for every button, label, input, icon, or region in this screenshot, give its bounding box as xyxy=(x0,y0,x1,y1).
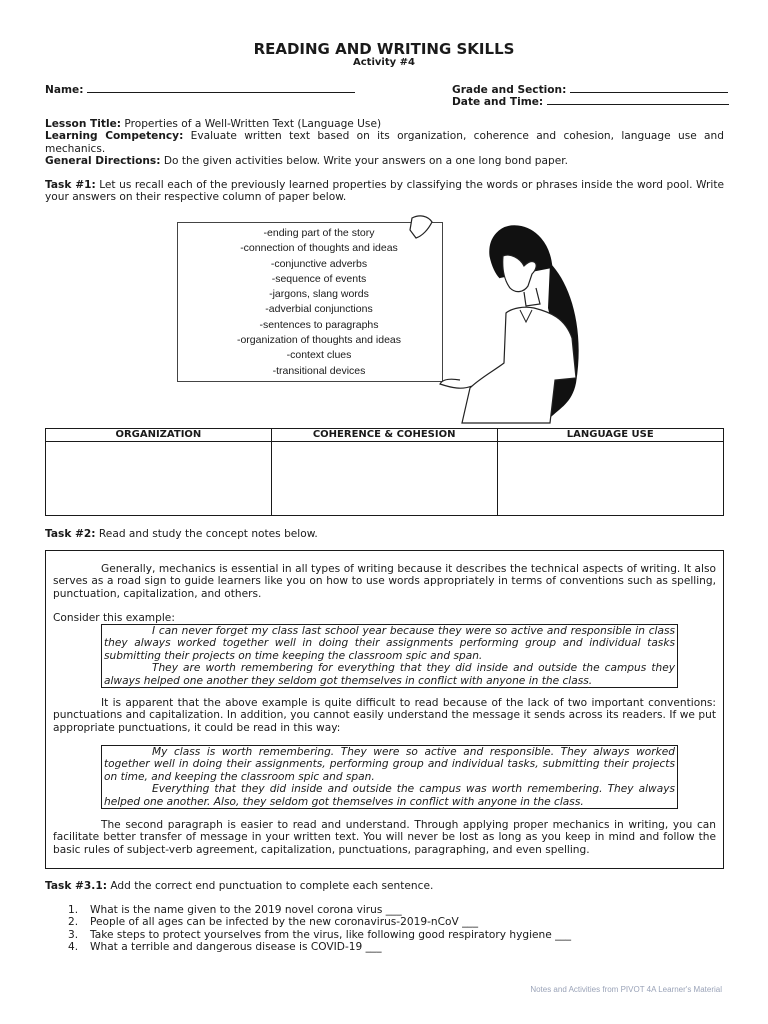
list-item: 3. Take steps to protect yourselves from the virus, like following good respiratory hygiene ___ xyxy=(68,928,572,941)
page-title: READING AND WRITING SKILLS xyxy=(253,40,515,58)
answer-cell-language-use[interactable] xyxy=(497,442,723,516)
list-item: 4. What a terrible and dangerous disease is COVID-19 ___ xyxy=(68,941,382,954)
example-punctuated: My class is worth remembering. They were so active and responsible. They always worked together well in doing their assignments, performing group and individual tasks, submitting their projects on time, and keeping the classroom spic and span. Everything that they did inside and outside the campus was worth remembering. They always helped one another. Also, they seldom got themselves in conflict with anyone in the class. xyxy=(101,745,678,809)
girl-illustration xyxy=(400,208,600,428)
list-item: 2. People of all ages can be infected by the new coronavirus-2019-nCoV ___ xyxy=(68,916,479,929)
footer-credit: Notes and Activities from PIVOT 4A Learner's Material xyxy=(530,985,722,994)
grade-label: Grade and Section: xyxy=(452,84,567,96)
activity-number: Activity #4 xyxy=(353,57,415,68)
answer-cell-coherence[interactable] xyxy=(271,442,497,516)
word-pool-item: -context clues xyxy=(286,349,352,362)
classification-table xyxy=(45,428,724,516)
word-pool-item: -connection of thoughts and ideas xyxy=(240,242,398,255)
example-unpunctuated: I can never forget my class last school year because they were so active and responsible in class they always worked together well in doing their assignments performing group and individual tasks submitting their projects on time keeping the classroom spic and span. They are worth remembering for everything that they did inside and outside the campus they always helped one another they seldom got themselves in conflict with anyone in the class. xyxy=(101,624,678,688)
word-pool-item: -sequence of events xyxy=(271,272,367,285)
general-directions: General Directions: Do the given activities below. Write your answers on a one long bond paper. xyxy=(45,155,569,168)
concept-paragraph-2: It is apparent that the above example is quite difficult to read because of the lack of two important conventions: punctuations and capitalization. In addition, you cannot easily understand the message it sends across its readers. If we put appropriate punctuations, it could be read in this way: xyxy=(53,697,716,734)
task1-instructions: Task #1: Let us recall each of the previously learned properties by classifying the words or phrases inside the word pool. Write your answers on their respective column of paper below. xyxy=(45,179,724,204)
answer-cell-organization[interactable] xyxy=(46,442,272,516)
task31-instructions: Task #3.1: Add the correct end punctuation to complete each sentence. xyxy=(45,880,434,892)
concept-paragraph-1: Generally, mechanics is essential in all types of writing because it describes the technical aspects of writing. It also serves as a road sign to guide learners like you on how to use words appropriately in terms of conventions such as spelling, punctuation, capitalization, and others. xyxy=(53,563,716,600)
word-pool-item: -sentences to paragraphs xyxy=(259,318,379,331)
word-pool-item: -organization of thoughts and ideas xyxy=(236,334,402,347)
date-blank[interactable] xyxy=(547,95,729,105)
word-pool-item: -transitional devices xyxy=(272,364,366,377)
concept-paragraph-3: The second paragraph is easier to read and understand. Through applying proper mechanics in writing, you can facilitate better transfer of message in your written text. You will never be lost as long as you keep in mind and follow the basic rules of subject-verb agreement, capitalization, punctuations, paragraphing, and even spelling. xyxy=(53,819,716,856)
word-pool-item: -jargons, slang words xyxy=(269,288,369,301)
word-pool-item: -conjunctive adverbs xyxy=(270,257,368,270)
date-field xyxy=(452,95,729,108)
grade-blank[interactable] xyxy=(570,83,728,93)
column-header-organization: ORGANIZATION xyxy=(46,429,272,442)
consider-label: Consider this example: xyxy=(53,612,175,624)
column-header-language-use: LANGUAGE USE xyxy=(497,429,723,442)
date-label: Date and Time: xyxy=(452,96,544,108)
lesson-title: Lesson Title: Properties of a Well-Written Text (Language Use) xyxy=(45,118,382,130)
name-field xyxy=(45,83,355,96)
concept-notes-box xyxy=(45,550,724,869)
learning-competency: Learning Competency: Evaluate written text based on its organization, coherence and cohesion, language use and mechanics. xyxy=(45,130,724,155)
name-label: Name: xyxy=(45,84,84,96)
list-item: 1. What is the name given to the 2019 novel corona virus ___ xyxy=(68,904,402,916)
column-header-coherence: COHERENCE & COHESION xyxy=(271,429,497,442)
word-pool-item: -ending part of the story xyxy=(263,227,375,239)
word-pool-item: -adverbial conjunctions xyxy=(265,303,373,316)
punctuation-list xyxy=(68,904,718,954)
task2-instructions: Task #2: Read and study the concept notes below. xyxy=(45,528,318,540)
name-blank[interactable] xyxy=(87,83,355,93)
lesson-info xyxy=(45,118,724,168)
